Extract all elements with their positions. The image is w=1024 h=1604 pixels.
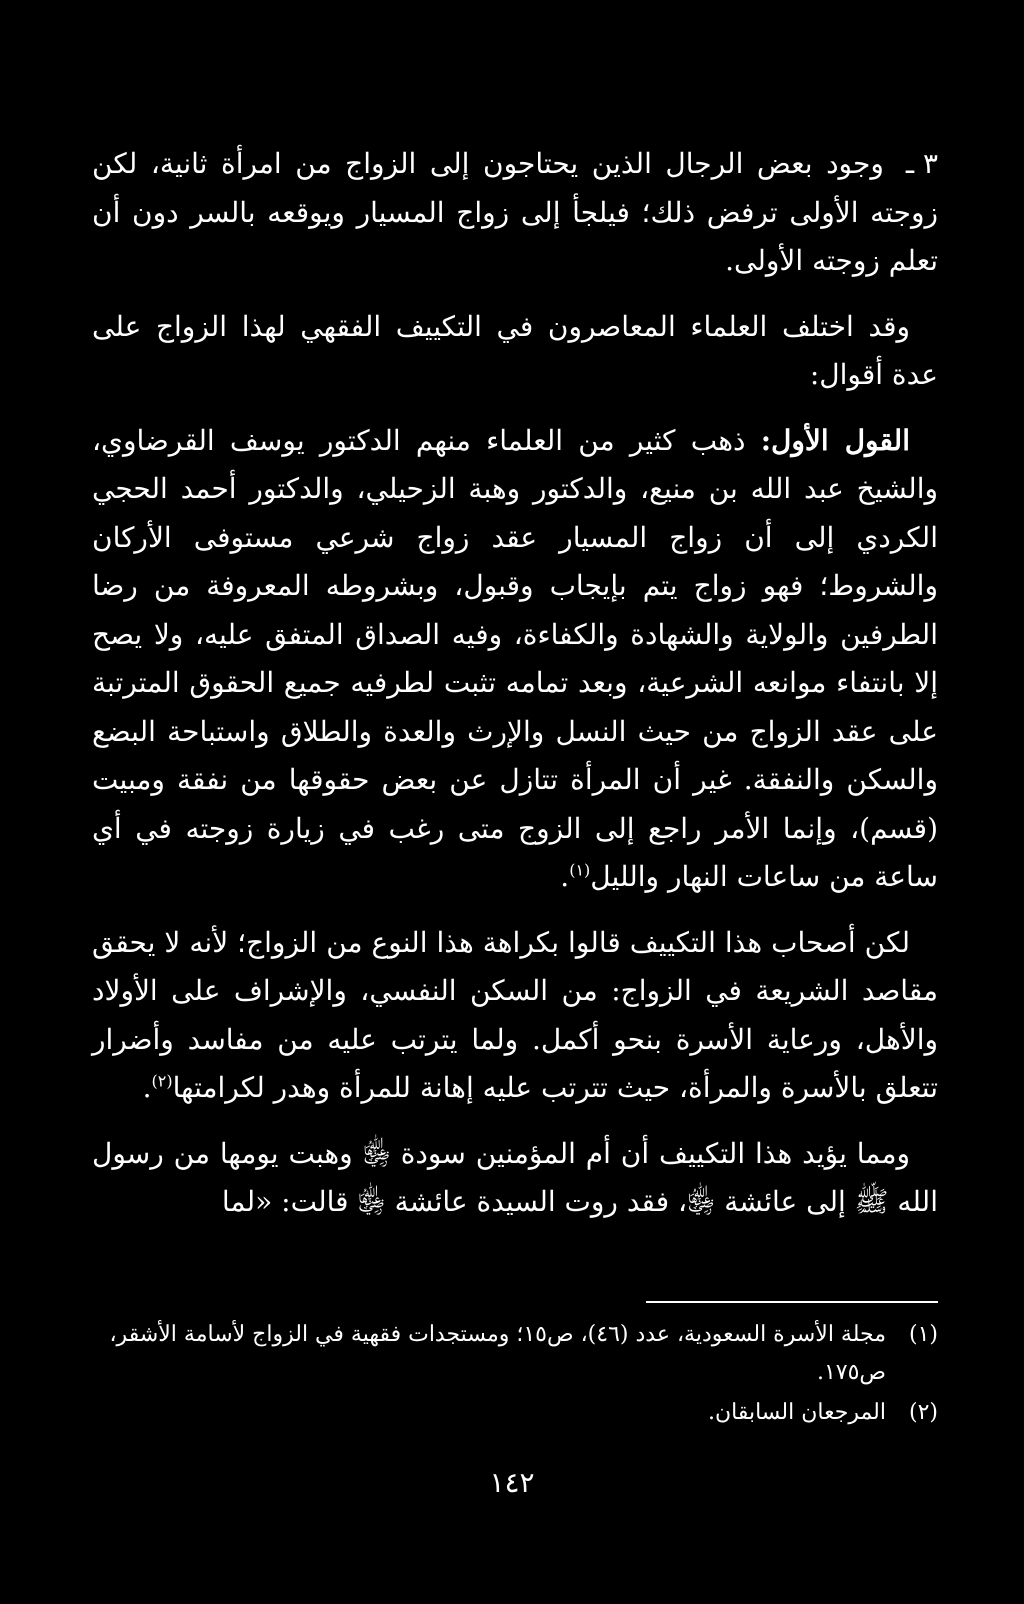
paragraph-text: وجود بعض الرجال الذين يحتاجون إلى الزواج من امرأة ثانية، لكن زوجته الأولى ترفض ذلك؛ فيلجأ إلى زواج المسيار ويوقعه بالسر دون أن تعلم زوجته الأولى. xyxy=(92,147,938,277)
paragraph-first-opinion xyxy=(92,417,938,902)
footnote-number: (١) xyxy=(908,1322,938,1347)
paragraph-end: . xyxy=(142,1071,152,1104)
footnote-text: المرجعان السابقان. xyxy=(708,1400,886,1425)
paragraph-opinions-intro xyxy=(92,303,938,400)
paragraph-text: لكن أصحاب هذا التكييف قالوا بكراهة هذا النوع من الزواج؛ لأنه لا يحقق مقاصد الشريعة في الزواج: من السكن النفسي، والإشراف على الأولاد والأهل، ورعاية الأسرة بنحو أكمل. ولما يترتب عليه من مفاسد وأضرار تتعلق بالأسرة والمرأة، حيث تترتب عليه إهانة للمرأة وهدر لكرامتها xyxy=(92,925,938,1104)
paragraph-end: . xyxy=(560,860,570,893)
footnote-ref-1[interactable]: (١) xyxy=(569,860,591,880)
paragraph-point-3 xyxy=(92,140,938,286)
footnote-ref-2[interactable]: (٢) xyxy=(151,1071,173,1091)
paragraph-evidence xyxy=(92,1130,938,1227)
footnote-divider xyxy=(646,1301,938,1303)
paragraph-text: وقد اختلف العلماء المعاصرون في التكييف الفقهي لهذا الزواج على عدة أقوال: xyxy=(92,309,938,391)
page-number: ١٤٢ xyxy=(489,1466,535,1499)
item-number: ٣ ـ xyxy=(905,147,938,180)
footnotes xyxy=(92,1316,938,1432)
footnote-2 xyxy=(92,1394,938,1432)
paragraph-text: ومما يؤيد هذا التكييف أن أم المؤمنين سودة ﵂ وهبت يومها من رسول الله ﷺ إلى عائشة ﵂، فقد روت السيدة عائشة ﵂ قالت: «لما xyxy=(92,1136,938,1218)
paragraph-disapproval xyxy=(92,919,938,1113)
footnote-text: مجلة الأسرة السعودية، عدد (٤٦)، ص١٥؛ ومستجدات فقهية في الزواج لأسامة الأشقر، ص١٧٥. xyxy=(109,1322,886,1385)
paragraph-text: ذهب كثير من العلماء منهم الدكتور يوسف القرضاوي، والشيخ عبد الله بن منيع، والدكتور وهبة الزحيلي، والدكتور أحمد الحجي الكردي إلى أن زواج المسيار عقد زواج شرعي مستوفى الأركان والشروط؛ فهو زواج يتم بإيجاب وقبول، وبشروطه المعروفة من رضا الطرفين والولاية والشهادة والكفاءة، وفيه الصداق المتفق عليه، ولا يصح إلا بانتفاء موانعه الشرعية، وبعد تمامه تثبت لطرفيه جميع الحقوق المترتبة على عقد الزواج من حيث النسل والإرث والعدة والطلاق واستباحة البضع والسكن والنفقة. غير أن المرأة تتازل عن بعض حقوقها من نفقة ومبيت (قسم)، وإنما الأمر راجع إلى الزوج متى رغب في زيارة زوجته في أي ساعة من ساعات النهار والليل xyxy=(92,423,938,893)
footnote-1 xyxy=(92,1316,938,1392)
first-opinion-label: القول الأول: xyxy=(760,423,910,457)
main-text xyxy=(92,140,938,1227)
footnote-number: (٢) xyxy=(908,1400,938,1425)
